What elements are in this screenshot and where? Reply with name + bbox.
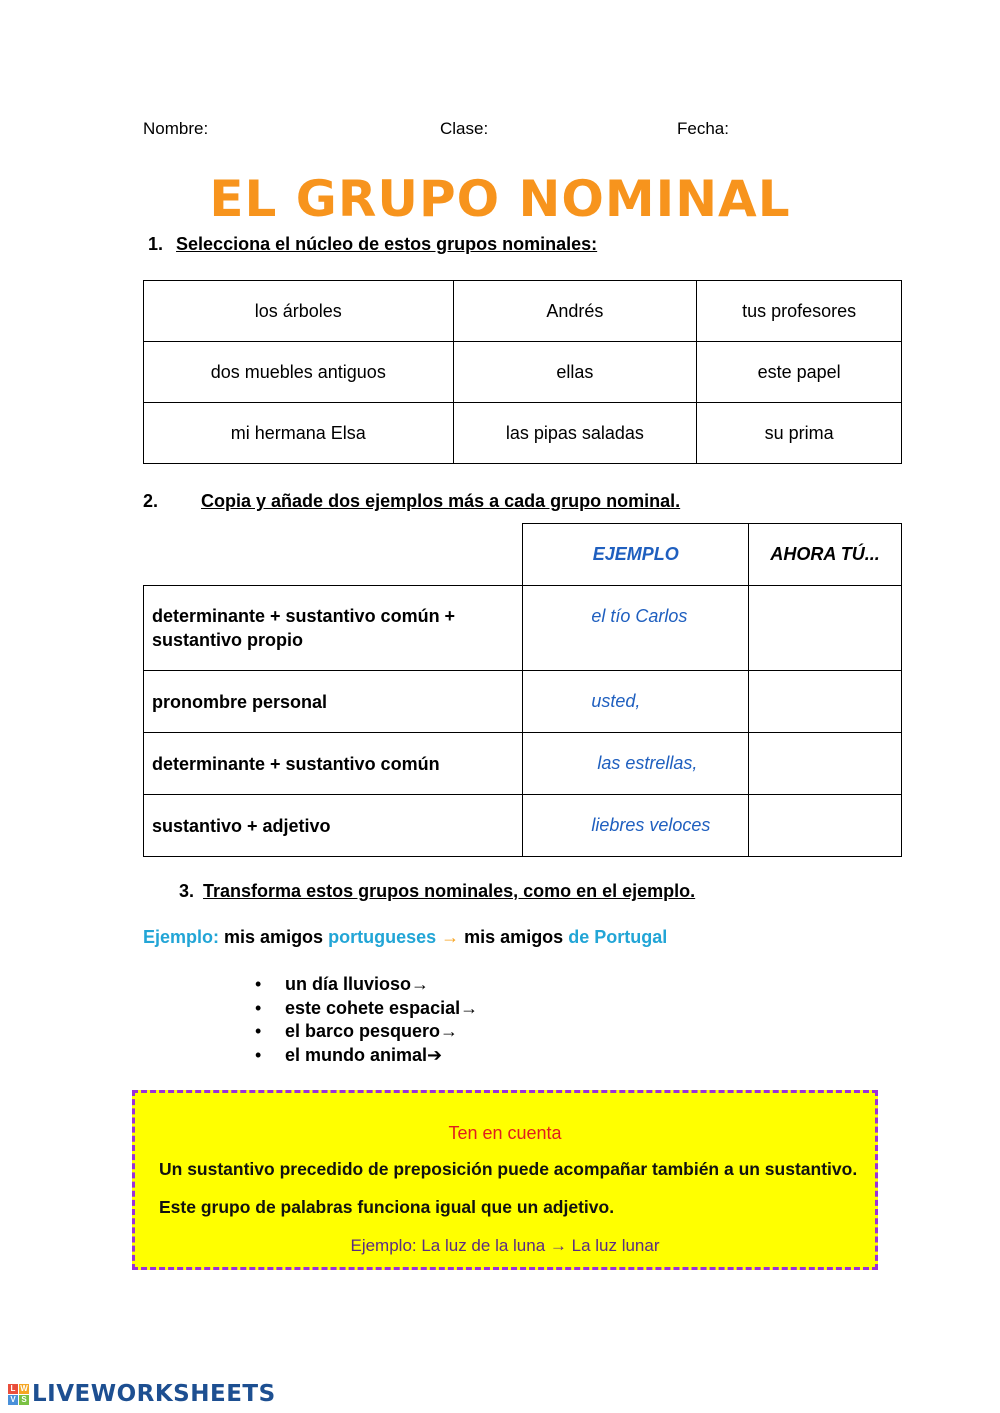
noun-group-text[interactable]: dos muebles antiguos: [210, 361, 386, 382]
noun-group-text[interactable]: su prima: [764, 422, 834, 443]
logo-text: LIVEWORKSHEETS: [32, 1381, 276, 1407]
noun-group-text[interactable]: tus profesores: [742, 300, 857, 321]
table-row: [144, 733, 902, 795]
example-part2: portugueses: [328, 927, 437, 947]
name-label: Nombre:: [143, 119, 209, 138]
example-part1: mis amigos: [224, 927, 324, 947]
table-row: [144, 403, 902, 464]
logo-block: S: [19, 1395, 29, 1405]
example-cell: las estrellas,: [523, 733, 749, 795]
transform-example: [143, 927, 667, 948]
section2-heading: [143, 491, 680, 512]
bullet-icon: •: [255, 1021, 262, 1041]
list-item-text: el barco pesquero→: [285, 1021, 459, 1041]
list-item-text: un día lluvioso→: [285, 974, 430, 994]
bullet-icon: •: [255, 974, 262, 994]
column-header-example: EJEMPLO: [523, 524, 749, 586]
transform-list: [255, 973, 478, 1067]
list-item[interactable]: [255, 973, 478, 997]
section3-title: Transforma estos grupos nominales, como en el ejemplo.: [203, 881, 696, 901]
noun-group-cell[interactable]: [697, 281, 902, 342]
section1-heading: [148, 234, 597, 255]
section2-number: 2.: [143, 491, 159, 511]
note-box: [132, 1090, 878, 1270]
table-row: [144, 671, 902, 733]
example-cell: liebres veloces: [523, 795, 749, 857]
noun-group-text[interactable]: este papel: [757, 361, 841, 382]
list-item-text: este cohete espacial→: [285, 997, 479, 1018]
noun-group-cell[interactable]: [453, 403, 697, 464]
category-cell: determinante + sustantivo común: [144, 733, 523, 795]
table-row: [144, 586, 902, 671]
example-cell: usted,: [523, 671, 749, 733]
noun-group-cell[interactable]: [697, 403, 902, 464]
section1-title: Selecciona el núcleo de estos grupos nominales:: [176, 234, 598, 254]
empty-corner-cell: [144, 524, 523, 586]
logo-blocks-icon: [8, 1384, 29, 1405]
logo-block: W: [20, 1383, 28, 1393]
class-label: Clase:: [440, 119, 489, 138]
answer-cell[interactable]: [749, 671, 902, 733]
section1-number: 1.: [148, 234, 164, 254]
noun-group-text[interactable]: Andrés: [546, 300, 604, 321]
answer-cell[interactable]: [749, 586, 902, 671]
list-item[interactable]: [255, 1020, 478, 1044]
bullet-icon: •: [255, 1044, 262, 1065]
note-title: Ten en cuenta: [448, 1123, 562, 1143]
list-item[interactable]: [255, 1044, 478, 1068]
logo-block: V: [8, 1395, 18, 1405]
noun-group-text[interactable]: los árboles: [254, 300, 342, 321]
noun-group-cell[interactable]: [453, 342, 697, 403]
noun-group-cell[interactable]: [144, 403, 454, 464]
example-cell: el tío Carlos: [523, 586, 749, 671]
section3-heading: [179, 881, 695, 902]
list-item-text: el mundo animal➔: [285, 1044, 443, 1065]
date-label: Fecha:: [677, 119, 729, 138]
liveworksheets-logo[interactable]: [8, 1381, 276, 1407]
noun-group-text[interactable]: mi hermana Elsa: [230, 422, 366, 443]
noun-group-text[interactable]: ellas: [556, 361, 594, 382]
answer-cell[interactable]: [749, 733, 902, 795]
note-line-2: Este grupo de palabras funciona igual que un adjetivo.: [159, 1197, 615, 1217]
column-header-yours: AHORA TÚ...: [749, 524, 902, 586]
noun-group-cell[interactable]: [453, 281, 697, 342]
noun-group-cell[interactable]: [697, 342, 902, 403]
example-part4: de Portugal: [568, 927, 668, 947]
category-cell: pronombre personal: [144, 671, 523, 733]
nucleus-table: [143, 280, 902, 464]
table-row: [144, 795, 902, 857]
section2-title: Copia y añade dos ejemplos más a cada grupo nominal.: [201, 491, 681, 511]
noun-group-cell[interactable]: [144, 281, 454, 342]
note-example: Ejemplo: La luz de la luna → La luz lunar: [350, 1236, 660, 1255]
list-item[interactable]: [255, 997, 478, 1021]
section3-number: 3.: [179, 881, 195, 901]
noun-group-cell[interactable]: [144, 342, 454, 403]
examples-table: [143, 523, 902, 857]
arrow-icon: →: [441, 927, 460, 947]
page-title: EL GRUPO NOMINAL: [209, 170, 791, 228]
category-cell: sustantivo + adjetivo: [144, 795, 523, 857]
table-header-row: [144, 524, 902, 586]
example-part3: mis amigos: [464, 927, 564, 947]
category-cell: determinante + sustantivo común + sustantivo propio: [144, 586, 523, 671]
example-label: Ejemplo:: [143, 927, 220, 947]
answer-cell[interactable]: [749, 795, 902, 857]
table-row: [144, 342, 902, 403]
logo-block: L: [8, 1384, 18, 1394]
bullet-icon: •: [255, 997, 262, 1018]
table-row: [144, 281, 902, 342]
note-line-1: Un sustantivo precedido de preposición puede acompañar también a un sustantivo.: [159, 1159, 858, 1179]
noun-group-text[interactable]: las pipas saladas: [505, 422, 644, 443]
